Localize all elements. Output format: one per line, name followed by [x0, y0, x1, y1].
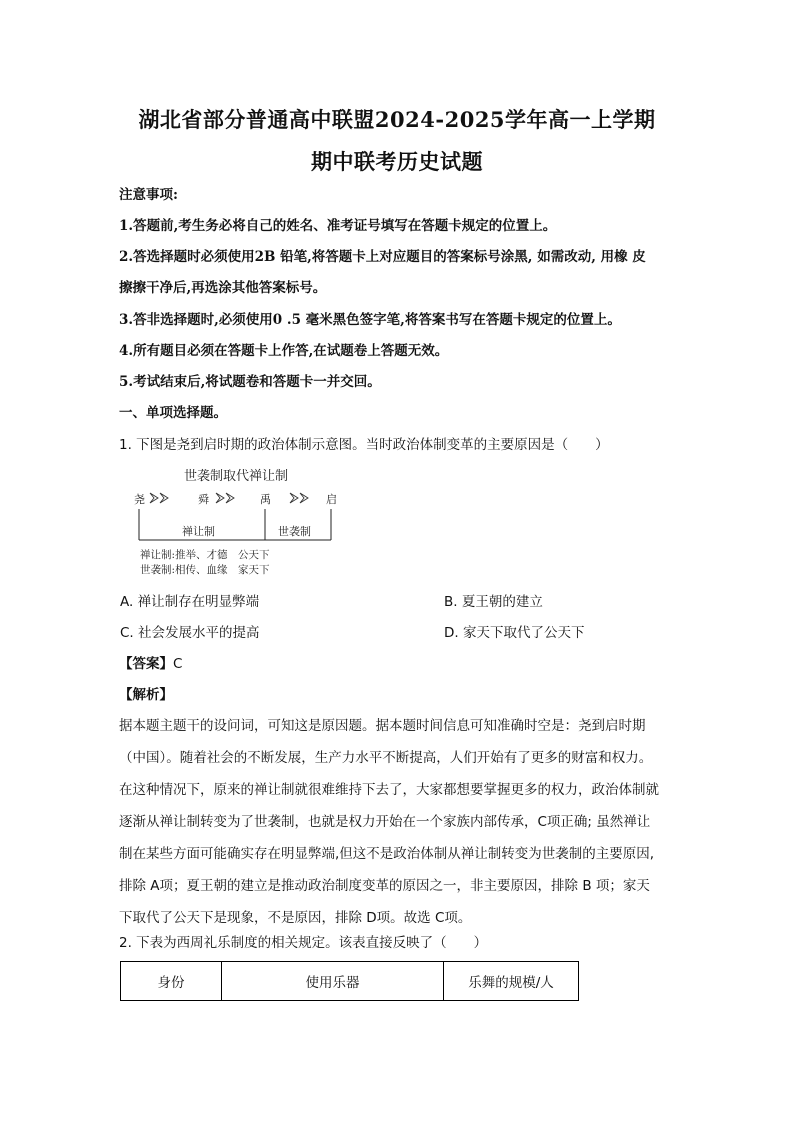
arrow-icon [150, 493, 168, 503]
q1-option-c: C. 社会发展水平的提高 [120, 625, 260, 641]
arrow-icon [290, 493, 308, 503]
answer-label: 【答案】 [119, 656, 173, 672]
exam-title-line2: 期中联考历史试题 [311, 149, 483, 174]
table-header-row [121, 962, 579, 1001]
notice-item-4: 4.所有题目必须在答题卡上作答,在试题卷上答题无效。 [119, 343, 449, 359]
notice-heading: 注意事项: [119, 187, 178, 203]
analysis-label: 【解析】 [119, 687, 173, 703]
analysis-line: 逐渐从禅让制转变为了世袭制，也就是权力开始在一个家族内部传承，C项正确; 虽然禅让 [119, 814, 651, 830]
ruler-yao: 尧 [134, 493, 145, 506]
diagram-note-2: 世袭制:相传、血缘 家天下 [140, 564, 270, 576]
diagram-note-1: 禅让制:推举、才德 公天下 [140, 549, 270, 561]
q1-option-a: A. 禅让制存在明显弊端 [120, 594, 260, 610]
section-heading: 一、单项选择题。 [119, 405, 227, 421]
notice-item-5: 5.考试结束后,将试题卷和答题卡一并交回。 [119, 374, 381, 390]
q1-option-d: D. 家天下取代了公天下 [444, 625, 585, 641]
q2-table [120, 961, 579, 1001]
analysis-line: 在这种情况下，原来的禅让制就很难维持下去了，大家都想要掌握更多的权力，政治体制就 [119, 782, 659, 798]
table-header-instruments: 使用乐器 [222, 962, 444, 1001]
ruler-qi: 启 [326, 493, 337, 506]
notice-item-2-cont: 擦擦干净后,再选涂其他答案标号。 [119, 280, 327, 296]
table-header-dance-scale: 乐舞的规模/人 [444, 962, 579, 1001]
q1-answer [119, 654, 679, 674]
analysis-line: 制在某些方面可能确实存在明显弊端,但这不是政治体制从禅让制转变为世袭制的主要原因, [119, 846, 655, 862]
q1-diagram [130, 462, 360, 580]
q1-analysis [119, 710, 681, 934]
ruler-shun: 舜 [198, 493, 209, 506]
q2-stem: 2. 下表为西周礼乐制度的相关规定。该表直接反映了（ ） [119, 935, 488, 951]
answer-value: C [173, 656, 183, 672]
span-shixi: 世袭制 [278, 525, 311, 538]
table-header-identity: 身份 [121, 962, 222, 1001]
diagram-title: 世袭制取代禅让制 [184, 469, 289, 484]
span-shanrang: 禅让制 [182, 525, 215, 538]
arrow-icon [216, 493, 234, 503]
exam-title-line1: 湖北省部分普通高中联盟2024-2025学年高一上学期 [138, 107, 656, 132]
q1-option-b: B. 夏王朝的建立 [444, 594, 543, 610]
analysis-line: （中国）。随着社会的不断发展，生产力水平不断提高，人们开始有了更多的财富和权力。 [119, 750, 653, 766]
notice-item-3: 3.答非选择题时,必须使用0 .5 毫米黑色签字笔,将答案书写在答题卡规定的位置上。 [119, 312, 621, 328]
notice-item-1: 1.答题前,考生务必将自己的姓名、准考证号填写在答题卡规定的位置上。 [119, 218, 557, 234]
ruler-yu: 禹 [260, 493, 271, 506]
analysis-line: 下取代了公天下是现象，不是原因，排除 D项。故选 C项。 [119, 910, 472, 926]
analysis-line: 排除 A项；夏王朝的建立是推动政治制度变革的原因之一，非主要原因，排除 B 项；家天 [119, 878, 650, 894]
notice-item-2: 2.答选择题时必须使用2B 铅笔,将答题卡上对应题目的答案标号涂黑, 如需改动, 用橡 皮 [119, 249, 646, 265]
analysis-line: 据本题主题干的设问词，可知这是原因题。据本题时间信息可知准确时空是：尧到启时期 [119, 718, 646, 734]
q1-stem: 1. 下图是尧到启时期的政治体制示意图。当时政治体制变革的主要原因是（ ） [119, 437, 609, 453]
